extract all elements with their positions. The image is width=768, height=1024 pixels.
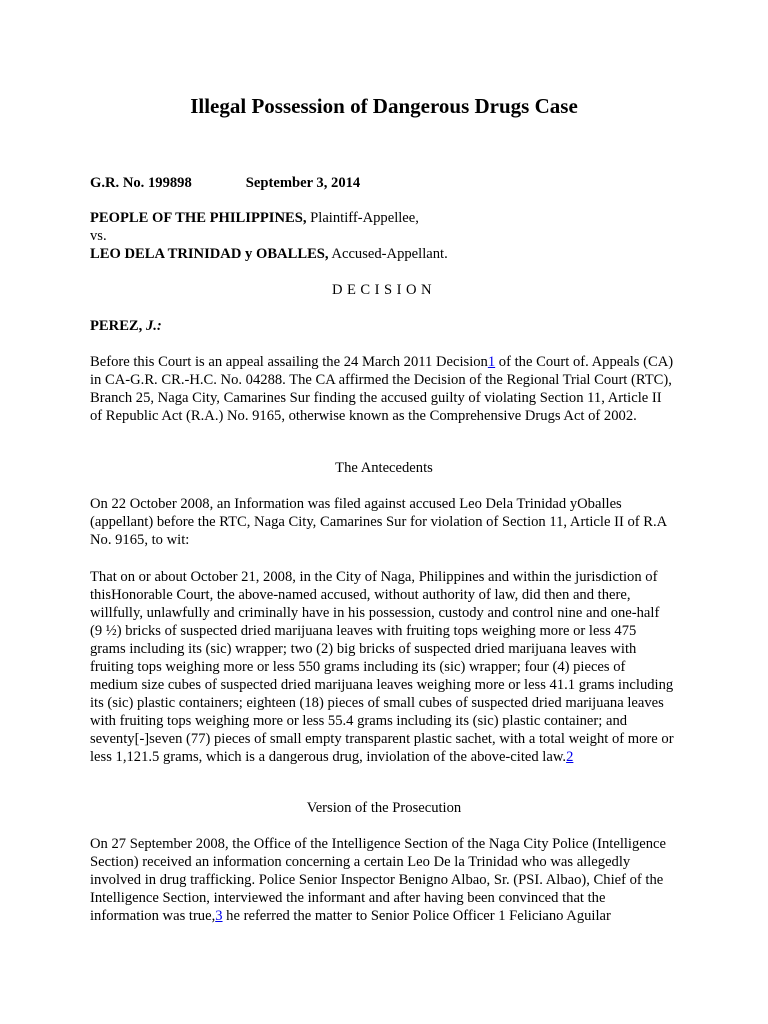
- ponente-name: PEREZ,: [90, 318, 146, 334]
- ponente-title: J.:: [145, 318, 162, 334]
- document-title: Illegal Possession of Dangerous Drugs Case: [190, 94, 578, 118]
- paragraph-information: On 22 October 2008, an Information was filed against accused Leo Dela Trinidad yOballes (appellant) before the RTC, Naga City, Camarines Sur for violation of Section 11, Article II of R.A No. 9165, to wit:: [90, 496, 667, 548]
- paragraph-intro: [90, 353, 675, 425]
- paragraph-prosecution-text: On 27 September 2008, the Office of the Intelligence Section of the Naga City Police (Intelligence Section) received an information concerning a certain Leo De la Trinidad who was allegedly involved in drug trafficking. Police Senior Inspector Benigno Albao, Sr. (PSI. Albao), Chief of the Intelligence Section, interviewed the informant and after having been convinced that the information was true,: [90, 836, 667, 924]
- section-heading-antecedents: The Antecedents: [335, 460, 433, 476]
- footnote-link-3[interactable]: 3: [215, 908, 223, 924]
- footnote-link-2[interactable]: 2: [566, 749, 574, 765]
- paragraph-prosecution-text-cont: he referred the matter to Senior Police Officer 1 Feliciano Aguilar: [222, 908, 611, 924]
- case-header: [90, 174, 675, 192]
- accused-role: Accused-Appellant.: [328, 246, 448, 262]
- paragraph-intro-text: Before this Court is an appeal assailing the 24 March 2011 Decision: [90, 354, 488, 370]
- paragraph-charge: [90, 568, 675, 766]
- versus-label: vs.: [90, 228, 107, 244]
- section-heading-prosecution: Version of the Prosecution: [306, 800, 462, 816]
- footnote-link-1[interactable]: 1: [487, 354, 496, 370]
- gr-number: G.R. No. 199898: [90, 175, 192, 191]
- plaintiff-name: PEOPLE OF THE PHILIPPINES,: [90, 210, 307, 226]
- decision-date: September 3, 2014: [245, 175, 361, 191]
- decision-heading: DECISION: [331, 282, 437, 298]
- accused-name: LEO DELA TRINIDAD y OBALLES,: [90, 246, 329, 262]
- case-parties: [90, 209, 675, 263]
- paragraph-charge-text: That on or about October 21, 2008, in the City of Naga, Philippines and within the jurisdiction of thisHonorable Court, the above-named accused, without authority of law, did then and there, willfully, unlawfully and criminally have in his possession, custody and control nine and one-half (9 ½) bricks of suspected dried marijuana leaves with fruiting tops weighing more or less 475 grams including its (sic) wrapper; two (2) big bricks of suspected dried marijuana leaves with fruiting tops weighing more or less 550 grams including its (sic) wrapper; four (4) pieces of medium size cubes of suspected dried marijuana leaves weighing more or less 41.1 grams including its (sic) plastic containers; eighteen (18) pieces of small cubes of suspected dried marijuana leaves with fruiting tops weighing more or less 55.4 grams including its (sic) plastic container; and seventy[-]seven (77) pieces of small empty transparent plastic sachet, with a total weight of more or less 1,121.5 grams, which is a dangerous drug, inviolation of the above-cited law.: [90, 569, 674, 765]
- paragraph-intro-text-cont: of the Court of. Appeals (CA) in CA-G.R. CR.-H.C. No. 04288. The CA affirmed the Decision of the Regional Trial Court (RTC), Branch 25, Naga City, Camarines Sur finding the accused guilty of violating Section 11, Article II of Republic Act (R.A.) No. 9165, otherwise known as the Comprehensive Drugs Act of 2002.: [90, 354, 674, 424]
- ponente: [90, 317, 675, 335]
- plaintiff-role: Plaintiff-Appellee,: [306, 210, 419, 226]
- paragraph-prosecution: [90, 835, 675, 925]
